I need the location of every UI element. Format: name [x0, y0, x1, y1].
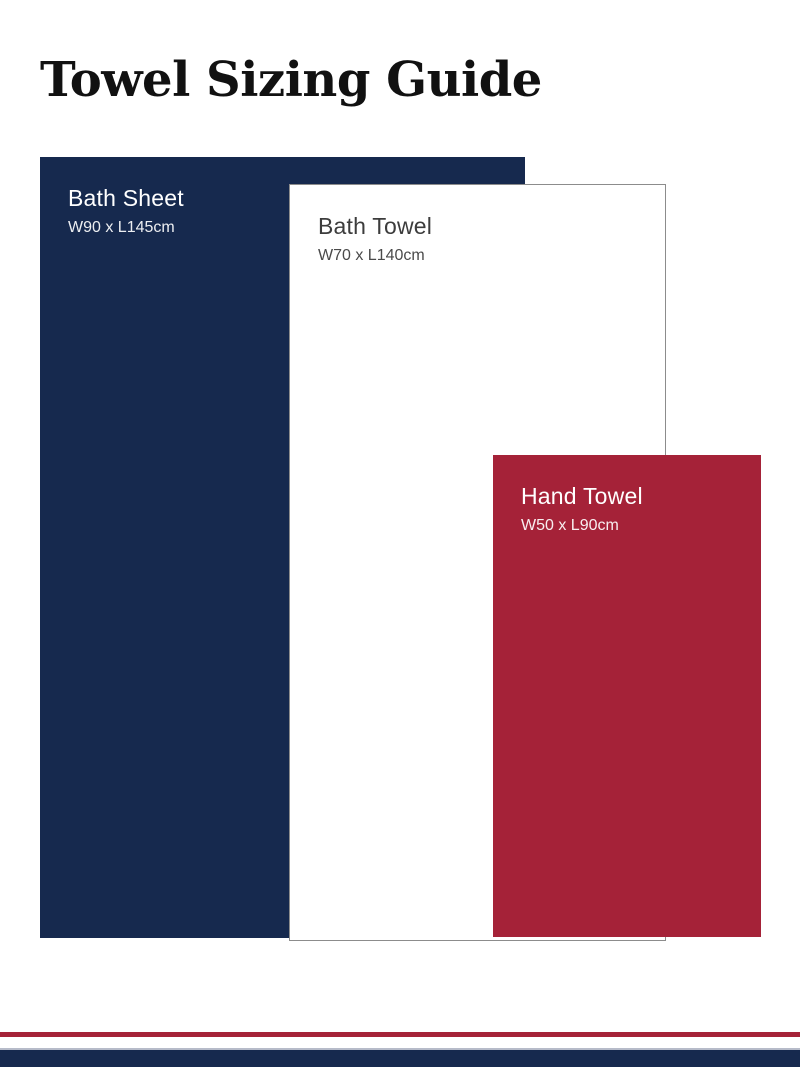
footer-red-stripe	[0, 1032, 800, 1037]
towel-dimensions-label: W70 x L140cm	[318, 247, 425, 264]
footer-navy-bar	[0, 1050, 800, 1067]
towel-dimensions-label: W90 x L145cm	[68, 219, 175, 236]
towel-name-label: Bath Sheet	[68, 185, 184, 211]
page-title: Towel Sizing Guide	[40, 52, 542, 108]
towel-swatch-hand-towel	[493, 455, 761, 937]
towel-name-label: Hand Towel	[521, 483, 643, 509]
towel-dimensions-label: W50 x L90cm	[521, 517, 619, 534]
towel-name-label: Bath Towel	[318, 213, 433, 239]
